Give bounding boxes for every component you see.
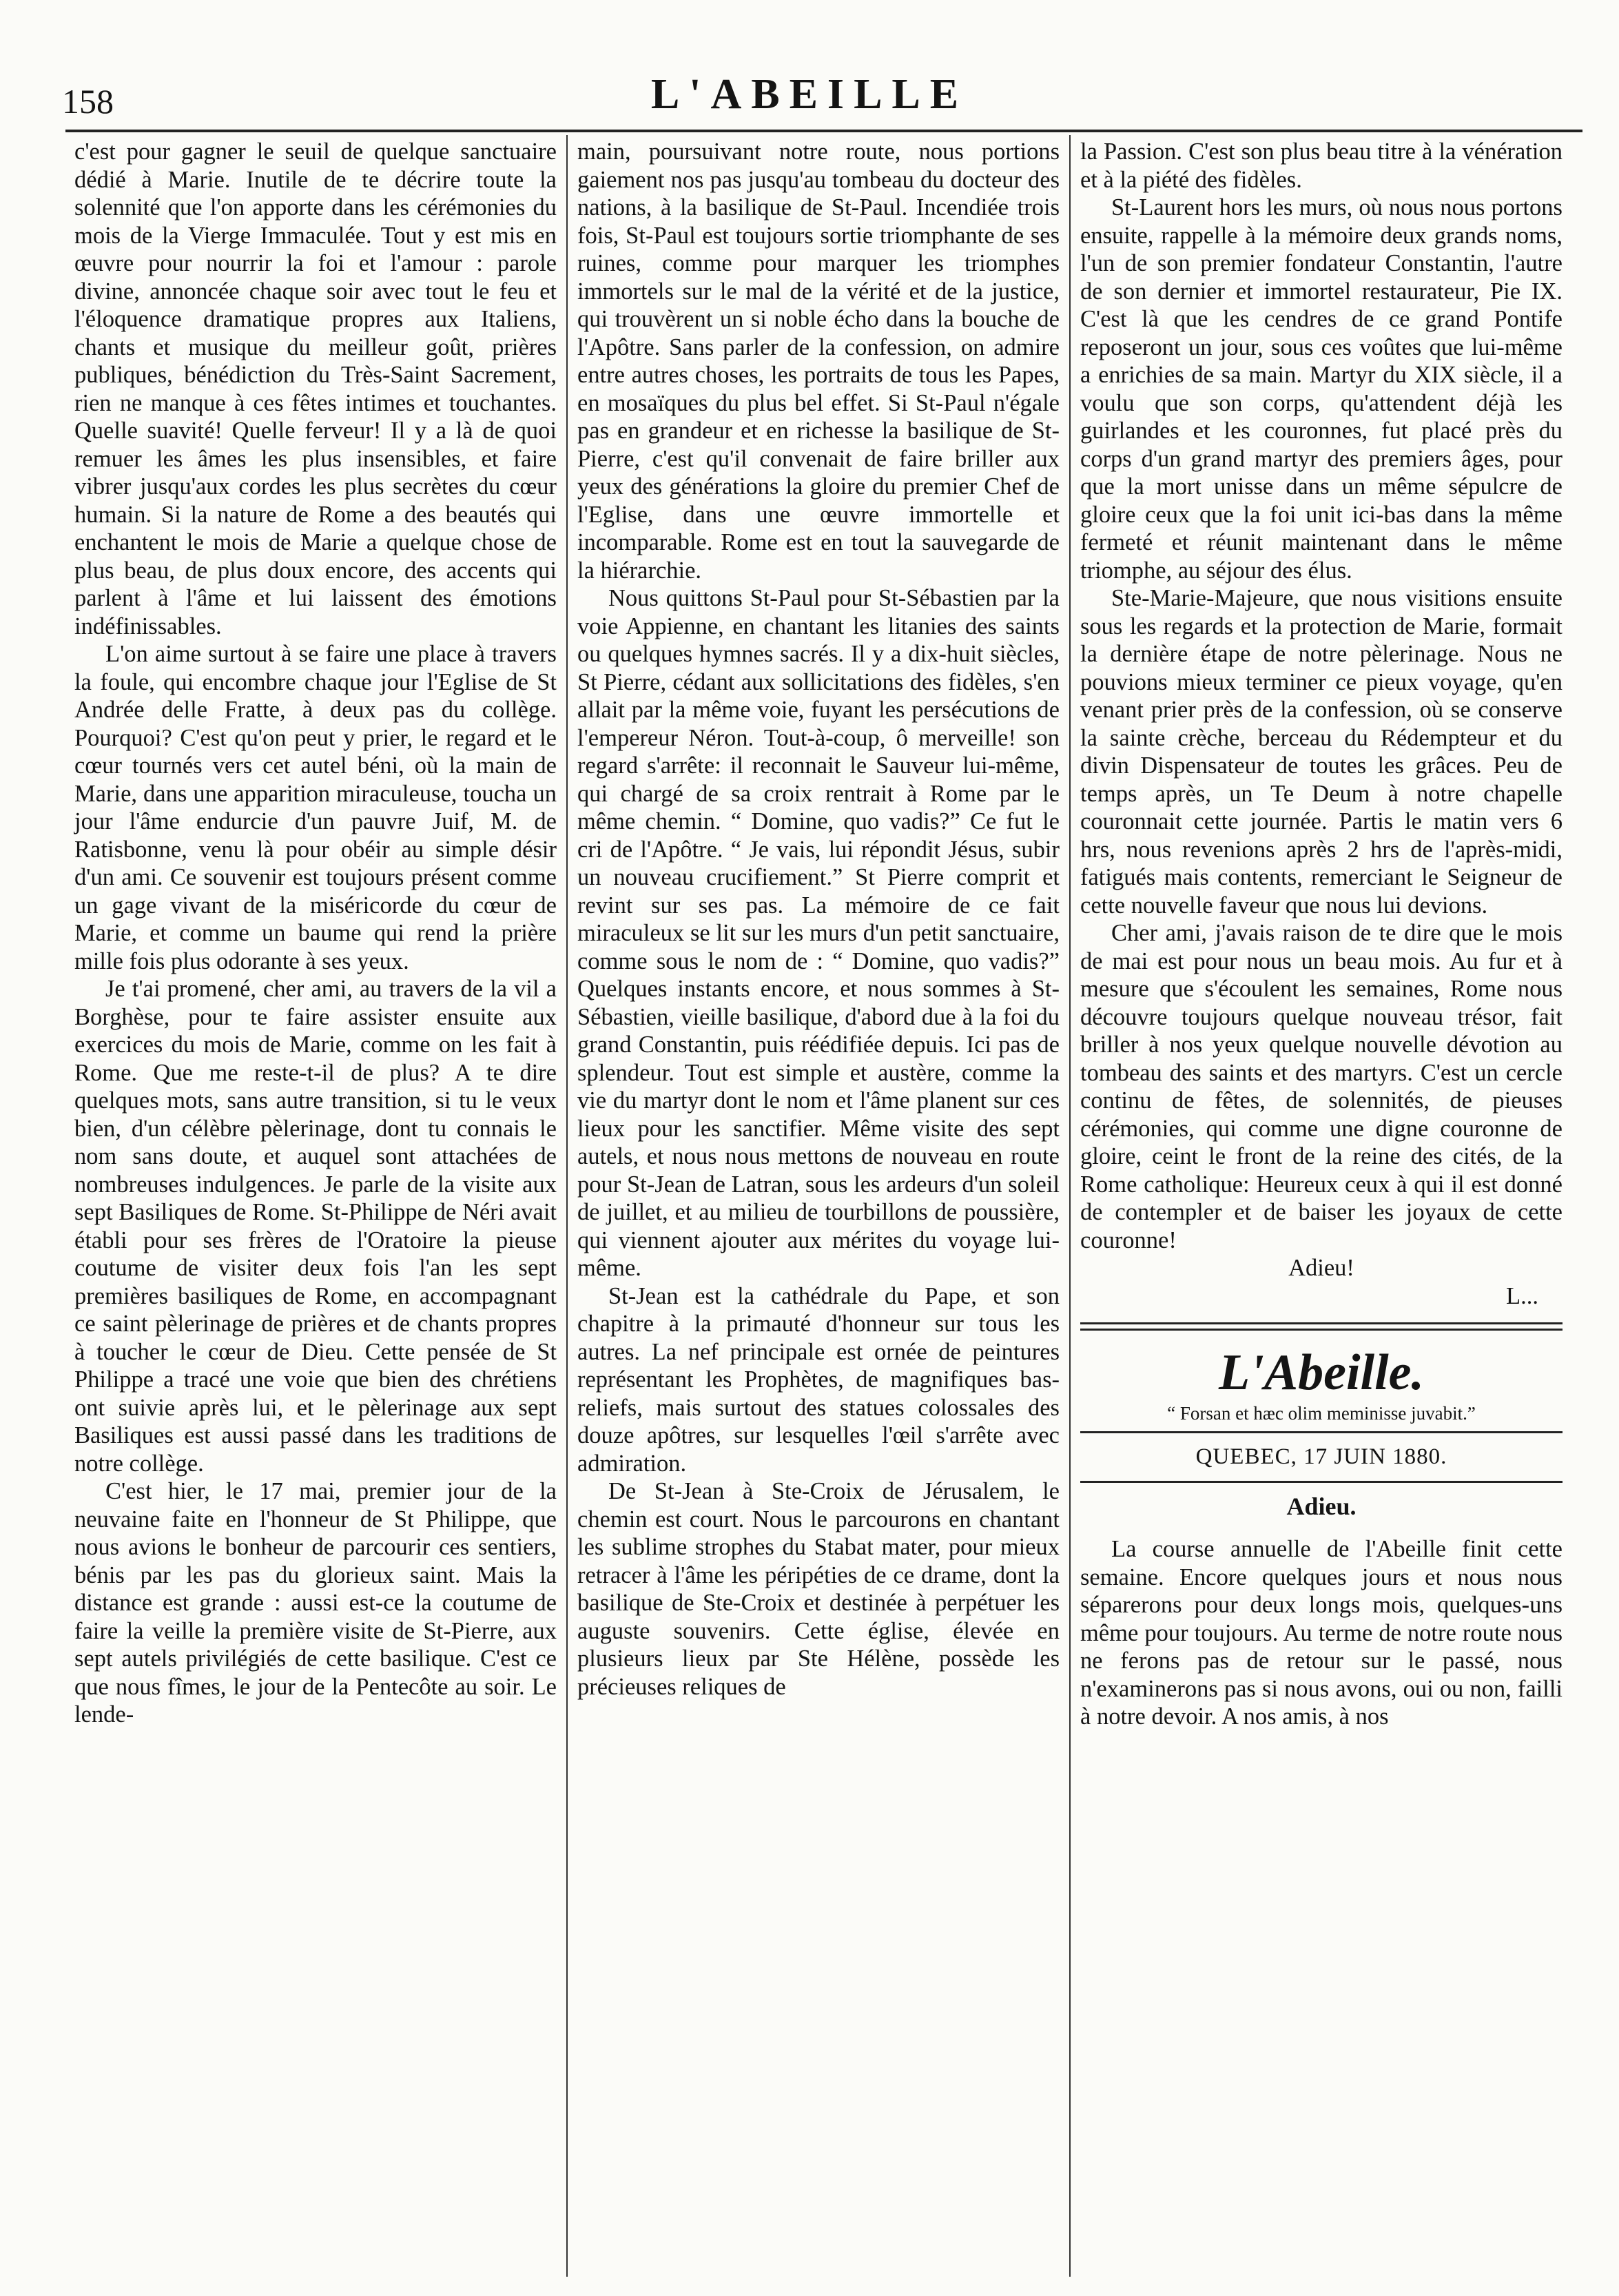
divider [1080, 1431, 1563, 1433]
dateline: QUEBEC, 17 JUIN 1880. [1195, 1444, 1447, 1469]
paragraph: De St-Jean à Ste-Croix de Jérusalem, le chemin est court. Nous le parcourons en chantant les sublime strophes du Stabat mater, pour mieux retracer à l'âme les péripéties de ce drame, dont la basilique de Ste-Croix et destinée à perpétuer les auguste souvenirs. Cette église, élevée en plusieurs lieux par Ste Hélène, possède les précieuses reliques de [577, 1478, 1060, 1700]
divider [1080, 1481, 1563, 1483]
paragraph: Je t'ai promené, cher ami, au travers de la vil a Borghèse, pour te faire assister ensuite aux exercices du mois de Marie, comme on les fait à Rome. Que me reste-t-il de plus? A te dire quelques mots, sans autre transition, si tu le veux bien, d'un célèbre pèlerinage, dont tu connais le nom sans doute, et auquel sont attachées de nombreuses indulgences. Je parle de la visite aux sept Basiliques de Rome. St-Philippe de Néri avait établi pour ses frères de l'Oratoire la pieuse coutume de visiter deux fois l'an les sept premières basiliques de Rome, en accompagnant ce saint pèlerinage de prières et de chants propres à toucher le cœur de Dieu. Cette pensée de St Philippe a tracé une voie que bien des chrétiens ont suivie après lui, et le pèlerinage aux sept Basiliques est aussi passé dans les traditions de notre collège. [74, 976, 557, 1477]
motto: “ Forsan et hæc olim meminisse juvabit.” [1167, 1403, 1476, 1424]
column-divider [1069, 135, 1071, 2277]
column-divider [566, 135, 568, 2277]
paragraph: St-Jean est la cathédrale du Pape, et son chapitre à la primauté d'honneur sur tous les autres. La nef principale est ornée de peintures représentant les Prophètes, de magnifiques bas-reliefs, mais surtout des statues colossales des douze apôtres, sur lesquelles l'œil s'arrête avec admiration. [577, 1282, 1060, 1477]
article-heading: Adieu. [1286, 1492, 1357, 1520]
paragraph: Ste-Marie-Majeure, que nous visitions ensuite sous les regards et la protection de Marie, formait la dernière étape de notre pèlerinage. Nous ne pouvions mieux terminer ce pieux voyage, qu'en venant prier près de la confession, où se conserve la sainte crèche, berceau du Rédempteur et du divin Dispensateur de toutes les grâces. Peu de temps après, un Te Deum à notre chapelle couronnait cette journée. Partis le matin vers 6 hrs, nous revenions après 2 hrs de l'après-midi, fatigués mais contents, remerciant le Seigneur de cette nouvelle faveur que nous lui devions. [1080, 585, 1563, 919]
paragraph: St-Laurent hors les murs, où nous nous portons ensuite, rappelle à la mémoire deux grands noms, l'un de son premier fondateur Constantin, l'autre de son dernier et immortel restaurateur, Pie IX. C'est là que les cendres de ce grand Pontife reposeront un jour, sous ces voûtes que lui-même a enrichies de sa main. Martyr du XIX siècle, il a voulu que son corps, qu'attendent déjà les guirlandes et les couronnes, fut placé près du corps d'un grand martyr des premiers âges, pour que la mort unisse dans un même sépulcre de gloire ceux que la foi unit ici-bas dans la même fermeté et réunit maintenant dans le même triomphe, au séjour des élus. [1080, 194, 1563, 584]
signature: L... [1506, 1282, 1538, 1309]
paragraph: C'est hier, le 17 mai, premier jour de la neuvaine faite en l'honneur de St Philippe, que nous avions le bonheur de parcourir ces sentiers, bénis par les pas du glorieux saint. Mais la distance est grande : aussi est-ce la coutume de faire la veille la première visite de St-Pierre, aux sept autels privilégiés de cette basilique. C'est ce que nous fîmes, le jour de la Pentecôte au soir. Le lende- [74, 1478, 557, 1728]
page-title: L'ABEILLE [650, 71, 969, 118]
farewell: Adieu! [1288, 1255, 1354, 1281]
column-2 [577, 138, 1060, 1701]
paragraph: Cher ami, j'avais raison de te dire que le mois de mai est pour nous un beau mois. Au fur et à mesure que s'écoulent les semaines, Rome nous découvre toujours quelque nouveau trésor, fait briller à nos yeux quelque nouvelle dévotion au tombeau des saints et des martyrs. C'est un cercle continu de fêtes, de solennités, de pieuses cérémonies, qui comme une digne couronne de gloire, ceint le front de la reine des cités, de la Rome catholique: Heureux ceux à qui il est donné de contempler et de baiser les joyaux de cette couronne! [1080, 920, 1563, 1253]
column-1 [74, 138, 557, 1729]
paragraph: Nous quittons St-Paul pour St-Sébastien par la voie Appienne, en chantant les litanies des saints ou quelques hymnes sacrés. Il y a dix-huit siècles, St Pierre, cédant aux sollicitations des fidèles, s'en allait par la même voie, fuyant les persécutions de l'empereur Néron. Tout-à-coup, ô merveille! son regard s'arrête: il reconnait le Sauveur lui-même, qui chargé de sa croix rentrait à Rome par le même chemin. “ Domine, quo vadis?” Ce fut le cri de l'Apôtre. “ Je vais, lui répondit Jésus, subir un nouveau crucifiement.” St Pierre comprit et revint sur ses pas. La mémoire de ce fait miraculeux se lit sur les murs d'un petit sanctuaire, comme sous le nom de : “ Domine, quo vadis?” Quelques instants encore, et nous sommes à St-Sébastien, vieille basilique, d'abord due à la foi du grand Constantin, puis réédifiée depuis. Ici pas de splendeur. Tout est simple et austère, comme la vie du martyr dont le nom et l'âme planent sur ces lieux pour les sanctifier. Même visite des sept autels, et nous nous mettons de nouveau en route pour St-Jean de Latran, sous les ardeurs d'un soleil de juillet, et au milieu de tourbillons de poussière, qui viennent ajouter aux mérites du voyage lui-même. [577, 585, 1060, 1281]
page-number: 158 [62, 82, 114, 121]
section-rule [1080, 1322, 1563, 1331]
paragraph: L'on aime surtout à se faire une place à travers la foule, qui encombre chaque jour l'Eglise de St Andrée delle Fratte, à deux pas du collège. Pourquoi? C'est qu'on peut y prier, le regard et le cœur tournés vers cet autel béni, où la main de Marie, dans une apparition miraculeuse, toucha un jour l'âme endurcie d'un pauvre Juif, M. de Ratisbonne, venu là pour obéir au simple désir d'un ami. Ce souvenir est toujours présent comme un gage vivant de la miséricorde du cœur de Marie, et comme un baume qui rend la prière mille fois plus odorante à ses yeux. [74, 641, 557, 974]
column-3 [1080, 138, 1563, 1731]
header-rule [65, 130, 1582, 132]
paragraph: la Passion. C'est son plus beau titre à la vénération et à la piété des fidèles. [1080, 139, 1563, 193]
paragraph: La course annuelle de l'Abeille finit cette semaine. Encore quelques jours et nous nous séparerons pour deux longs mois, quelques-uns même pour toujours. Au terme de notre route nous ne ferons pas de retour sur le passé, nous n'examinerons pas si nous avons, oui ou non, failli à notre devoir. A nos amis, à nos [1080, 1536, 1563, 1730]
paragraph: main, poursuivant notre route, nous portions gaiement nos pas jusqu'au tombeau du docteur des nations, à la basilique de St-Paul. Incendiée trois fois, St-Paul est toujours sortie triomphante de ses ruines, comme pour marquer les triomphes immortels sur le mal de la vérité et de la justice, qui trouvèrent un si noble écho dans la bouche de l'Apôtre. Sans parler de la confession, on admire entre autres choses, les portraits de tous les Papes, en mosaïques du plus bel effet. Si St-Paul n'égale pas en grandeur et en richesse la basilique de St-Pierre, c'est qu'il convenait de faire briller aux yeux des générations la gloire du premier Chef de l'Eglise, dans une œuvre immortelle et incomparable. Rome est en tout la sauvegarde de la hiérarchie. [577, 139, 1060, 584]
paragraph: c'est pour gagner le seuil de quelque sanctuaire dédié à Marie. Inutile de te décrire toute la solennité que l'on apporte dans les cérémonies du mois de la Vierge Immaculée. Tout y est mis en œuvre pour nourrir la foi et l'amour : parole divine, annoncée chaque soir avec tout le feu et l'éloquence dramatique propres aux Italiens, chants et musique du meilleur goût, prières publiques, bénédiction du Très-Saint Sacrement, rien ne manque à ces fêtes intimes et touchantes. Quelle suavité! Quelle ferveur! Il y a là de quoi remuer les âmes les plus insensibles, et faire vibrer jusqu'aux cordes les plus secrètes du cœur humain. Si la nature de Rome a des beautés qui enchantent le mois de Marie a quelque chose de plus beau, de plus doux encore, des accents qui parlent à l'âme et lui laissent des émotions indéfinissables. [74, 139, 557, 639]
paper-nameplate: L'Abeille. [1219, 1344, 1424, 1401]
